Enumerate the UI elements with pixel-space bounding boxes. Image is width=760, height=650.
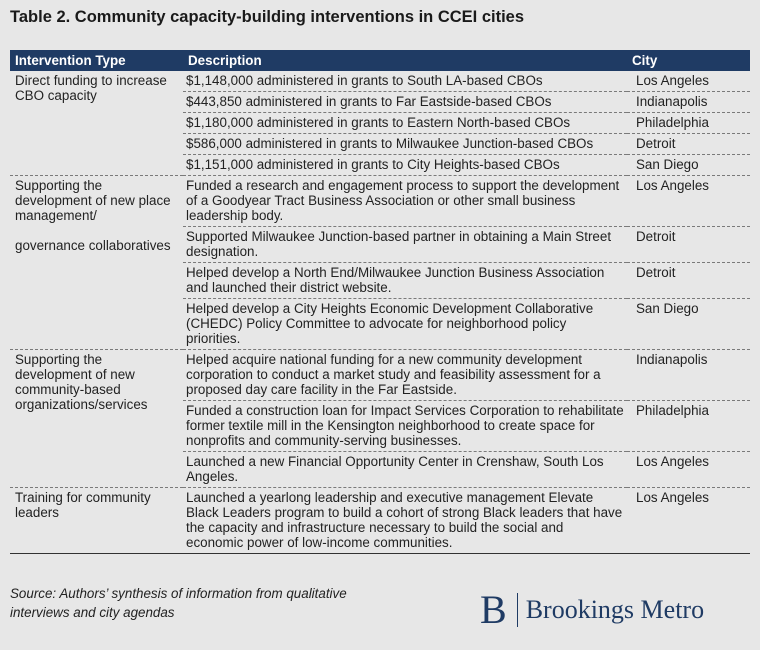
description-cell: Supported Milwaukee Junction-based partner in obtaining a Main Street designation.	[183, 227, 627, 263]
city-cell: Los Angeles	[636, 73, 709, 88]
intervention-type-label: governance collaboratives	[15, 238, 171, 253]
intervention-type-label: Direct funding to increase CBO capacity	[15, 73, 167, 103]
header-description: Description	[183, 50, 627, 71]
intervention-type-label: Training for community leaders	[15, 490, 151, 520]
table-row	[10, 350, 750, 401]
intervention-type-cell	[10, 350, 183, 488]
city-cell: Philadelphia	[627, 113, 750, 134]
city-cell: San Diego	[627, 155, 750, 176]
source-note	[10, 584, 347, 622]
table-row	[10, 71, 750, 92]
source-line: Source: Authors’ synthesis of information from qualitative	[10, 586, 347, 601]
city-cell: San Diego	[627, 299, 750, 350]
city-cell: Los Angeles	[627, 488, 750, 554]
header-city: City	[627, 50, 750, 71]
interventions-table	[10, 50, 750, 554]
intervention-type-label: Supporting the development of new place management/	[15, 178, 171, 223]
intervention-type-cell	[10, 71, 183, 176]
source-line: interviews and city agendas	[10, 605, 175, 620]
description-cell: $1,151,000 administered in grants to City Heights-based CBOs	[183, 155, 627, 176]
description-cell: Helped develop a City Heights Economic Development Collaborative (CHEDC) Policy Committee to advocate for neighborhood policy priorities.	[183, 299, 627, 350]
description-cell: Funded a research and engagement process to support the development of a Goodyear Tract Business Association or other small business leadership body.	[183, 176, 627, 227]
intervention-type-label: Supporting the development of new community-based organizations/services	[15, 352, 148, 412]
table-row	[10, 488, 750, 554]
logo-mark: B	[480, 587, 507, 632]
description-cell: Helped develop a North End/Milwaukee Junction Business Association and launched their district website.	[183, 263, 627, 299]
logo-divider	[517, 593, 518, 627]
table-row	[10, 176, 750, 227]
description-cell: $1,148,000 administered in grants to South LA-based CBOs	[186, 73, 543, 88]
intervention-type-cell	[10, 176, 183, 350]
description-cell: Launched a new Financial Opportunity Center in Crenshaw, South Los Angeles.	[183, 452, 627, 488]
brookings-metro-logo	[480, 587, 705, 632]
description-cell: $443,850 administered in grants to Far Eastside-based CBOs	[183, 92, 627, 113]
city-cell: Detroit	[627, 227, 750, 263]
city-cell: Indianapolis	[627, 92, 750, 113]
city-cell: Detroit	[627, 263, 750, 299]
description-cell: Helped acquire national funding for a new community development corporation to conduct a market study and feasibility assessment for a proposed day care facility in the Far Eastside.	[183, 350, 627, 401]
description-cell: Funded a construction loan for Impact Services Corporation to rehabilitate former textile mill in the Kensington neighborhood to create space for nonprofits and community-serving businesses.	[183, 401, 627, 452]
header-intervention-type: Intervention Type	[10, 50, 183, 71]
city-cell: Los Angeles	[627, 452, 750, 488]
city-cell: Los Angeles	[627, 176, 750, 227]
description-cell: $586,000 administered in grants to Milwaukee Junction-based CBOs	[183, 134, 627, 155]
description-cell: Launched a yearlong leadership and executive management Elevate Black Leaders program to build a cohort of strong Black leaders that have the capacity and infrastructure necessary to build the social and economic power of low-income communities.	[183, 488, 627, 554]
logo-text: Brookings Metro	[525, 595, 705, 624]
table-title: Table 2. Community capacity-building interventions in CCEI cities	[10, 8, 525, 26]
description-cell: $1,180,000 administered in grants to Eastern North-based CBOs	[183, 113, 627, 134]
intervention-type-cell	[10, 488, 183, 554]
table-header-row	[10, 50, 750, 71]
city-cell: Detroit	[627, 134, 750, 155]
city-cell: Philadelphia	[627, 401, 750, 452]
city-cell: Indianapolis	[627, 350, 750, 401]
